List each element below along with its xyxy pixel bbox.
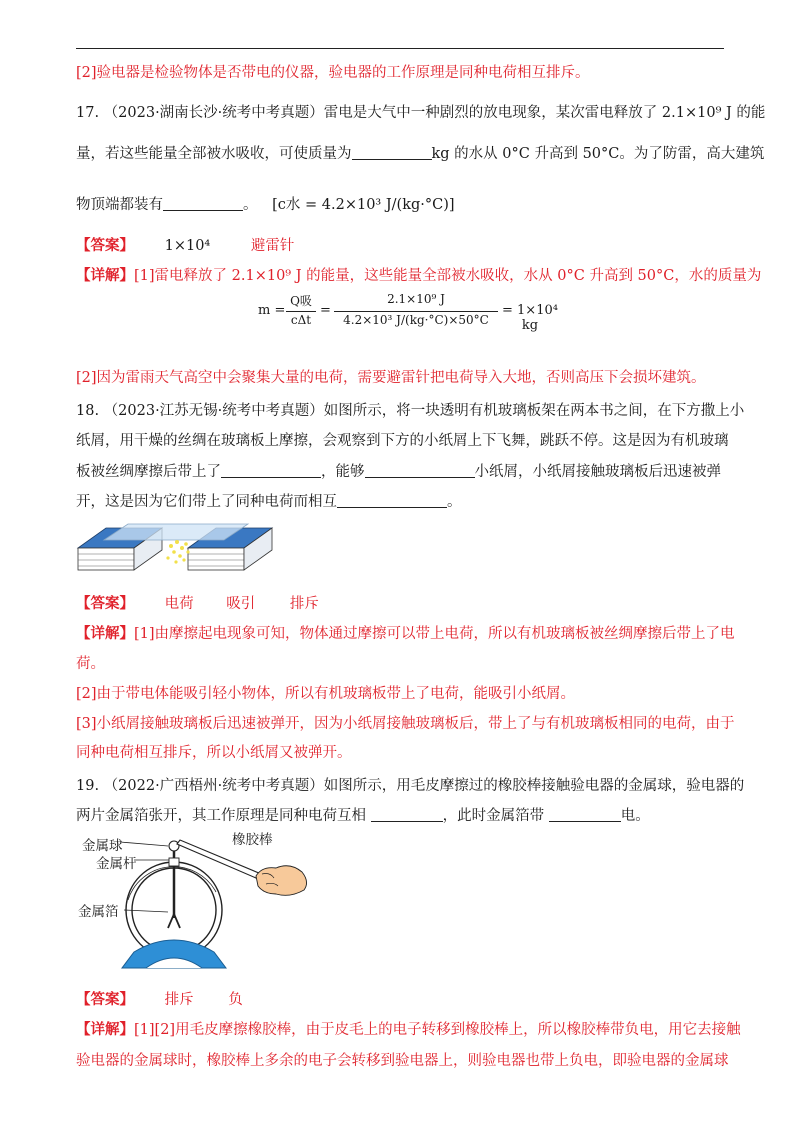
q19-answer-label: 【答案】 <box>76 991 134 1008</box>
formula-lhs: m = <box>258 303 286 318</box>
formula-den1: cΔt <box>290 313 312 327</box>
formula-bar2 <box>334 311 498 312</box>
q17-line2 <box>76 144 765 164</box>
q19-detail-label: 【详解】 <box>76 1021 134 1038</box>
q18-line2: 纸屑，用干燥的丝绸在玻璃板上摩擦，会观察到下方的小纸屑上下飞舞，跳跃不停。这是因为有机玻璃 <box>76 433 729 449</box>
q18-detail-1b: 荷。 <box>76 656 105 672</box>
q18-text3c: 小纸屑，小纸屑接触玻璃板后迅速被弹 <box>474 464 721 480</box>
q18-detail-1-text: [1]由摩擦起电现象可知，物体通过摩擦可以带上电荷，所以有机玻璃板被丝绸摩擦后带上了电 <box>134 626 735 642</box>
q19-number: 19. <box>76 778 100 794</box>
q17-line1 <box>76 103 766 123</box>
q17-detail-2: [2]因为雷雨天气高空中会聚集大量的电荷，需要避雷针把电荷导入大地，否则高压下会损坏建筑。 <box>76 370 706 386</box>
q17-line3 <box>76 195 724 215</box>
q19-detail-1 <box>76 1020 741 1040</box>
q18-detail-3b: 同种电荷相互排斥，所以小纸屑又被弹开。 <box>76 745 352 761</box>
q19-answer <box>76 990 724 1010</box>
q17-text1: 雷电是大气中一种剧烈的放电现象，某次雷电释放了 <box>323 105 658 121</box>
q17-energy: 2.1×10⁹ J <box>661 105 732 121</box>
q17-text2a: 量，若这些能量全部被水吸收，可使质量为 <box>76 146 352 162</box>
q18-text4a: 开，这是因为它们带上了同种电荷而相互 <box>76 494 337 510</box>
q17-text2b: kg 的水从 0°C 升高到 50°C。为了防雷，高大建筑 <box>431 146 765 162</box>
q19-answer-1: 排斥 <box>164 992 194 1008</box>
q18-blank-3[interactable] <box>337 493 447 508</box>
q18-detail-2: [2]由于带电体能吸引轻小物体，所以有机玻璃板带上了电荷，能吸引小纸屑。 <box>76 686 576 702</box>
q17-text3a: 物顶端都装有 <box>76 197 163 213</box>
label-rubber-rod: 橡胶棒 <box>232 832 273 848</box>
top-note: [2]验电器是检验物体是否带电的仪器，验电器的工作原理是同种电荷相互排斥。 <box>76 65 590 81</box>
q18-text4b: 。 <box>447 494 462 510</box>
q18-source: （2023·江苏无锡·统考中考真题） <box>103 403 324 419</box>
q19-line1 <box>76 776 745 796</box>
q17-detail-label: 【详解】 <box>76 267 134 284</box>
q19-electroscope-figure <box>76 828 336 978</box>
formula-result: = 1×10⁴ kg <box>502 303 558 333</box>
q18-text3b: ，能够 <box>321 464 365 480</box>
q18-line4 <box>76 492 724 512</box>
q19-line2 <box>76 806 724 826</box>
q17-detail-1 <box>76 266 762 286</box>
header-rule <box>76 48 724 49</box>
q17-source: （2023·湖南长沙·统考中考真题） <box>103 105 324 121</box>
q17-text1-end: 的能 <box>736 105 766 121</box>
q19-text2b: ，此时金属箔带 <box>442 808 545 824</box>
q18-number: 18. <box>76 403 100 419</box>
q18-detail-label: 【详解】 <box>76 625 134 642</box>
label-metal-rod: 金属杆 <box>96 856 137 872</box>
q17-answer <box>76 236 724 256</box>
q18-answer-2: 吸引 <box>226 596 256 612</box>
formula-bar1 <box>286 311 316 312</box>
q17-answer-1: 1×10⁴ <box>164 238 211 254</box>
q17-answer-2: 避雷针 <box>250 238 295 254</box>
q18-text1: 如图所示，将一块透明有机玻璃板架在两本书之间，在下方撒上小 <box>323 403 745 419</box>
q18-text3a: 板被丝绸摩擦后带上了 <box>76 464 221 480</box>
label-metal-foil: 金属箔 <box>78 904 119 920</box>
q19-blank-2[interactable] <box>549 807 621 822</box>
q17-detail-1-text: [1]雷电释放了 2.1×10⁹ J 的能量，这些能量全部被水吸收，水从 0°C 升高到 50°C，水的质量为 <box>134 268 762 284</box>
q19-text2a: 两片金属箔张开，其工作原理是同种电荷互相 <box>76 808 366 824</box>
q18-line1 <box>76 401 745 421</box>
q18-detail-1 <box>76 624 735 644</box>
q18-blank-1[interactable] <box>221 463 321 478</box>
q19-detail-1-text: [1][2]用毛皮摩擦橡胶棒，由于皮毛上的电子转移到橡胶棒上，所以橡胶棒带负电，用它去接触 <box>134 1022 741 1038</box>
label-metal-ball: 金属球 <box>82 838 123 854</box>
q18-books-figure <box>76 518 276 574</box>
q18-answer <box>76 594 724 614</box>
q18-answer-3: 排斥 <box>289 596 319 612</box>
q17-answer-label: 【答案】 <box>76 237 134 254</box>
q19-text2c: 电。 <box>620 808 650 824</box>
q17-text3b: 。 <box>243 197 258 213</box>
q18-line3 <box>76 462 724 482</box>
q19-text1: 如图所示，用毛皮摩擦过的橡胶棒接触验电器的金属球，验电器的 <box>323 778 745 794</box>
formula-den2: 4.2×10³ J/(kg·°C)×50°C <box>343 313 489 327</box>
q17-blank-mass[interactable] <box>352 145 432 160</box>
formula-num2: 2.1×10⁹ J <box>387 292 445 306</box>
formula-eq: = <box>320 303 331 318</box>
q17-formula <box>258 292 558 332</box>
q19-detail-2: 验电器的金属球时，橡胶棒上多余的电子会转移到验电器上，则验电器也带上负电，即验电器的金属球 <box>76 1053 729 1069</box>
q19-source: （2022·广西梧州·统考中考真题） <box>103 778 324 794</box>
q19-answer-2: 负 <box>228 992 243 1008</box>
q17-blank-device[interactable] <box>163 196 243 211</box>
formula-num1: Q吸 <box>290 294 312 308</box>
q17-number: 17. <box>76 105 100 121</box>
q17-given: [c水 = 4.2×10³ J/(kg·°C)] <box>272 197 455 213</box>
q18-blank-2[interactable] <box>365 463 475 478</box>
q19-blank-1[interactable] <box>371 807 443 822</box>
q18-answer-label: 【答案】 <box>76 595 134 612</box>
q18-detail-3: [3]小纸屑接触玻璃板后迅速被弹开，因为小纸屑接触玻璃板后，带上了与有机玻璃板相同的电荷，由于 <box>76 716 735 732</box>
q18-answer-1: 电荷 <box>164 596 194 612</box>
